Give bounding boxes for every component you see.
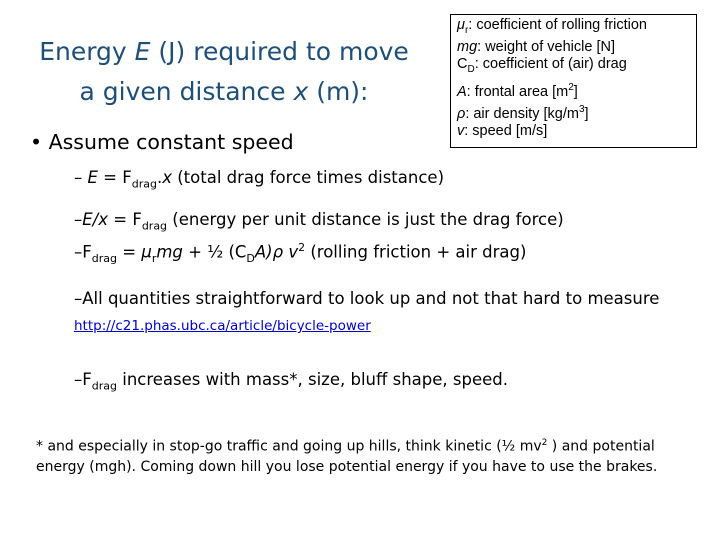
line-text: (total drag force times distance)	[172, 168, 445, 187]
definition-a	[457, 79, 690, 101]
line-text: = F	[108, 210, 142, 229]
bicycle-power-link[interactable]: http://c21.phas.ubc.ca/article/bicycle-power	[74, 318, 371, 334]
line-text: –	[74, 168, 88, 187]
definition-text: : coefficient of rolling friction	[468, 17, 647, 33]
equation-subscript: drag	[91, 379, 117, 393]
definitions-box	[450, 14, 697, 148]
drag-force-equation-line	[74, 236, 526, 271]
bullet-constant-speed: • Assume constant speed	[30, 130, 294, 154]
definition-text: : weight of vehicle [N]	[477, 39, 615, 56]
line-text: =	[116, 242, 142, 262]
definition-rho	[457, 101, 690, 123]
equation-subscript: r	[151, 251, 157, 265]
footnote-superscript: 2	[541, 438, 548, 448]
title-var-x: x	[293, 77, 309, 106]
definition-symbol: A	[457, 83, 467, 100]
definition-symbol: ρ	[457, 105, 466, 122]
line-text: increases with mass*, size, bluff shape, speed.	[116, 370, 508, 389]
definition-symbol: v	[457, 122, 465, 139]
line-text: = F	[97, 168, 132, 187]
definition-text: : speed [m/s]	[464, 122, 548, 139]
line-text: –F	[74, 370, 92, 389]
footnote-text: ) and potential energy (mgh). Coming down hill you lose potential energy if you have to use the brakes.	[36, 438, 658, 475]
equation-var: E/x	[82, 210, 108, 229]
definition-mg	[457, 39, 690, 56]
title-text: (J) required to move	[150, 37, 409, 66]
title-var-e: E	[134, 37, 151, 66]
slide-title	[18, 32, 430, 112]
title-text: (m):	[308, 77, 369, 106]
line-text: (energy per unit distance is just the drag force)	[167, 210, 564, 229]
title-text: a given distance	[79, 77, 294, 106]
definition-text: : air density [kg/m	[465, 105, 579, 122]
equation-subscript: drag	[141, 219, 168, 233]
equation-var: mg	[156, 242, 183, 262]
definition-subscript: D	[467, 64, 475, 76]
footnote-text: * and especially in stop-go traffic and going up hills, think kinetic (½ mv	[36, 438, 542, 455]
definition-text: : frontal area [m	[466, 83, 569, 100]
definition-cd	[457, 56, 690, 78]
equation-superscript: 2	[298, 241, 306, 254]
definition-symbol: mg	[457, 39, 478, 56]
drag-energy-line	[74, 166, 444, 196]
line-text: –	[74, 210, 83, 229]
definition-superscript: 2	[568, 81, 574, 93]
definition-superscript: 3	[578, 103, 585, 115]
definition-mu-r	[457, 17, 690, 39]
definition-subscript: r	[464, 24, 469, 36]
footnote	[36, 433, 686, 477]
title-text: Energy	[39, 37, 135, 66]
equation-subscript: drag	[91, 251, 117, 265]
line-text: .	[156, 168, 163, 187]
definition-text: ]	[584, 105, 589, 122]
equation-var: E	[87, 168, 98, 187]
equation-subscript: D	[246, 251, 255, 265]
equation-var: x	[162, 168, 172, 187]
definition-symbol: μ	[457, 17, 465, 33]
drag-increase-line	[74, 368, 508, 398]
line-text: –F	[74, 242, 92, 262]
quantities-note-line: –All quantities straightforward to look up and not that hard to measure	[74, 289, 660, 308]
equation-subscript: drag	[131, 177, 157, 191]
definition-text: : coefficient of (air) drag	[474, 56, 627, 73]
definition-symbol: C	[457, 56, 468, 73]
equation-var: μ	[141, 242, 152, 262]
line-text: (rolling friction + air drag)	[305, 242, 527, 262]
energy-per-distance-line	[74, 208, 564, 238]
definition-v	[457, 123, 690, 140]
equation-var: A)ρ v	[254, 242, 299, 262]
definition-text: ]	[573, 83, 578, 100]
line-text: + ½ (C	[182, 242, 247, 262]
